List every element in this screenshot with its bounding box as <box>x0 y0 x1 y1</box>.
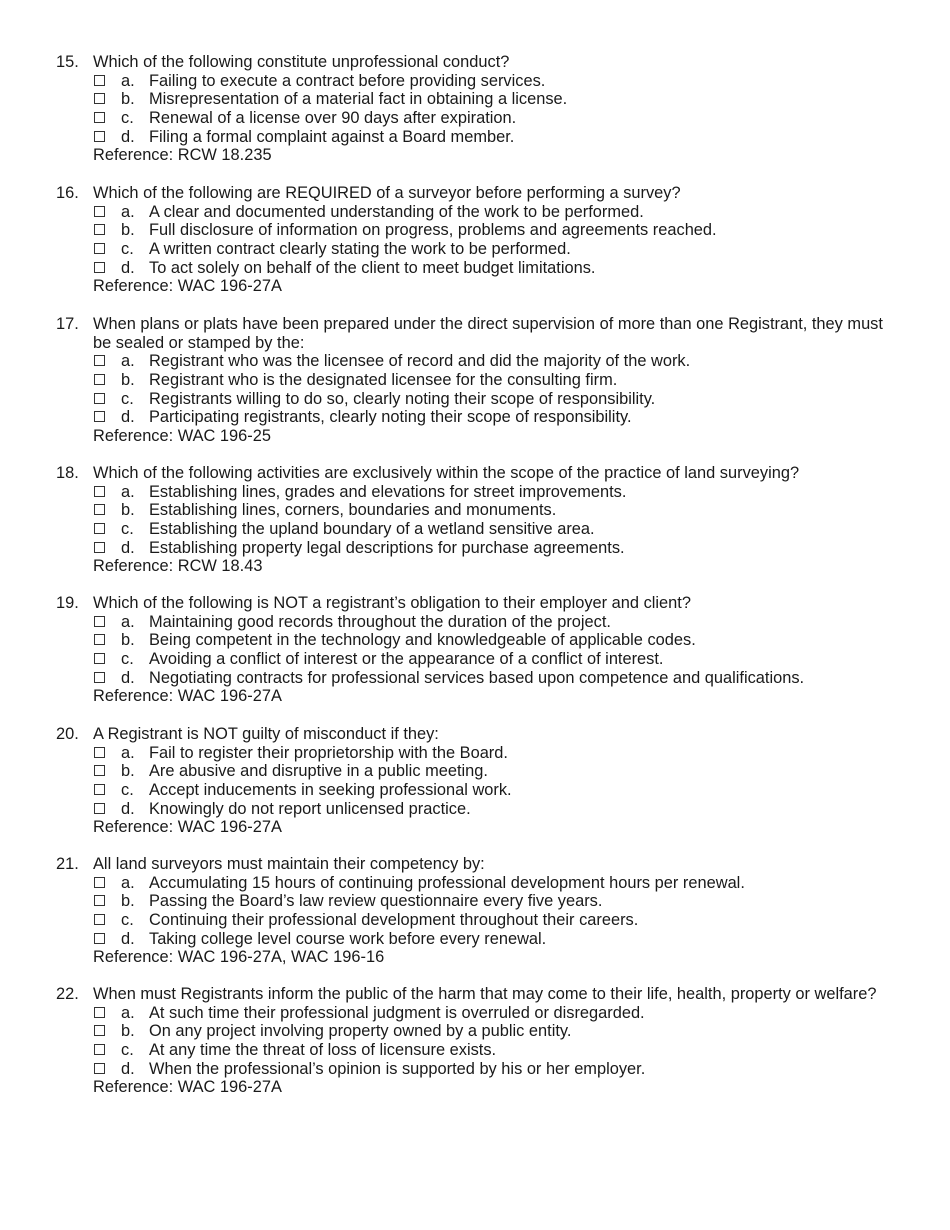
choice-b <box>0 1022 950 1041</box>
reference <box>0 557 950 576</box>
choice-text: Participating registrants, clearly noting their scope of responsibility. <box>149 408 632 427</box>
question-number: 18. <box>56 464 79 482</box>
checkbox[interactable] <box>94 803 105 814</box>
question-text: When must Registrants inform the public of the harm that may come to their life, health, property or welfare? <box>93 985 877 1003</box>
choice-text: Misrepresentation of a material fact in obtaining a license. <box>149 90 568 109</box>
question-number: 20. <box>56 725 79 743</box>
checkbox[interactable] <box>94 93 105 104</box>
choice-text: Registrant who was the licensee of record and did the majority of the work. <box>149 352 691 371</box>
checkbox[interactable] <box>94 672 105 683</box>
checkbox[interactable] <box>94 131 105 142</box>
choice-text: To act solely on behalf of the client to meet budget limitations. <box>149 258 596 277</box>
choice-a <box>0 203 950 222</box>
question-number: 17. <box>56 315 79 333</box>
choice-text: Maintaining good records throughout the duration of the project. <box>149 612 611 631</box>
checkbox[interactable] <box>94 877 105 888</box>
choice-a <box>0 613 950 632</box>
question-text: Which of the following is NOT a registrant’s obligation to their employer and client? <box>93 594 691 612</box>
choice-letter: a. <box>121 612 135 631</box>
checkbox[interactable] <box>94 112 105 123</box>
choice-text: Negotiating contracts for professional services based upon competence and qualifications. <box>149 668 805 687</box>
choice-a <box>0 874 950 893</box>
question-22 <box>0 985 950 1097</box>
question-number: 19. <box>56 594 79 612</box>
checkbox[interactable] <box>94 262 105 273</box>
choice-d <box>0 669 950 688</box>
checkbox[interactable] <box>94 1044 105 1055</box>
choice-c <box>0 650 950 669</box>
choice-letter: a. <box>121 1003 135 1022</box>
reference <box>0 948 950 967</box>
choice-text: Renewal of a license over 90 days after expiration. <box>149 109 517 128</box>
choice-text: At such time their professional judgment is overruled or disregarded. <box>149 1003 645 1022</box>
choice-letter: c. <box>121 911 134 930</box>
checkbox[interactable] <box>94 411 105 422</box>
choice-letter: d. <box>121 408 135 427</box>
choice-letter: a. <box>121 202 135 221</box>
question-text: A Registrant is NOT guilty of misconduct if they: <box>93 725 439 743</box>
choice-a <box>0 1004 950 1023</box>
choice-text: Registrant who is the designated licensee for the consulting firm. <box>149 371 618 390</box>
choice-letter: b. <box>121 1022 135 1041</box>
choice-text: On any project involving property owned by a public entity. <box>149 1022 572 1041</box>
choice-text: Registrants willing to do so, clearly noting their scope of responsibility. <box>149 389 656 408</box>
choice-letter: c. <box>121 650 134 669</box>
choice-text: Full disclosure of information on progress, problems and agreements reached. <box>149 221 717 240</box>
reference-text: Reference: WAC 196-27A <box>93 1078 282 1097</box>
reference <box>0 1078 950 1097</box>
checkbox[interactable] <box>94 616 105 627</box>
choice-a <box>0 352 950 371</box>
question-17 <box>0 315 950 446</box>
checkbox[interactable] <box>94 653 105 664</box>
choice-letter: d. <box>121 929 135 948</box>
question-text: When plans or plats have been prepared under the direct supervision of more than one Registrant, they must be sealed or stamped by the: <box>93 315 883 352</box>
choice-a <box>0 72 950 91</box>
checkbox[interactable] <box>94 1025 105 1036</box>
choice-c <box>0 781 950 800</box>
question-text: Which of the following constitute unprofessional conduct? <box>93 53 510 71</box>
choice-text: Accept inducements in seeking professional work. <box>149 781 512 800</box>
choice-c <box>0 109 950 128</box>
question-text: Which of the following are REQUIRED of a surveyor before performing a survey? <box>93 184 681 202</box>
choice-letter: a. <box>121 352 135 371</box>
choice-letter: d. <box>121 668 135 687</box>
question-21 <box>0 855 950 967</box>
choice-text: Establishing lines, grades and elevations for street improvements. <box>149 482 627 501</box>
choice-text: Avoiding a conflict of interest or the appearance of a conflict of interest. <box>149 650 664 669</box>
choice-text: Establishing the upland boundary of a wetland sensitive area. <box>149 520 595 539</box>
choice-text: Continuing their professional development throughout their careers. <box>149 911 639 930</box>
choice-text: Filing a formal complaint against a Board member. <box>149 127 515 146</box>
choice-letter: b. <box>121 762 135 781</box>
checkbox[interactable] <box>94 243 105 254</box>
choice-c <box>0 1041 950 1060</box>
choice-letter: c. <box>121 240 134 259</box>
choice-letter: b. <box>121 371 135 390</box>
checkbox[interactable] <box>94 1007 105 1018</box>
choice-letter: b. <box>121 631 135 650</box>
reference <box>0 277 950 296</box>
choice-c <box>0 240 950 259</box>
checkbox[interactable] <box>94 895 105 906</box>
reference-text: Reference: RCW 18.43 <box>93 557 263 576</box>
choice-letter: a. <box>121 71 135 90</box>
question-number: 15. <box>56 53 79 71</box>
question-18 <box>0 464 950 576</box>
choice-text: Fail to register their proprietorship with the Board. <box>149 743 508 762</box>
reference-text: Reference: RCW 18.235 <box>93 146 272 165</box>
choice-b <box>0 631 950 650</box>
reference <box>0 687 950 706</box>
choice-a <box>0 744 950 763</box>
choice-a <box>0 483 950 502</box>
question-20 <box>0 725 950 837</box>
choice-text: Being competent in the technology and knowledgeable of applicable codes. <box>149 631 696 650</box>
checkbox[interactable] <box>94 914 105 925</box>
reference <box>0 427 950 446</box>
checkbox[interactable] <box>94 1063 105 1074</box>
choice-text: Accumulating 15 hours of continuing professional development hours per renewal. <box>149 873 745 892</box>
choice-c <box>0 390 950 409</box>
checkbox[interactable] <box>94 634 105 645</box>
choice-letter: c. <box>121 1041 134 1060</box>
question-15 <box>0 53 950 165</box>
checkbox[interactable] <box>94 504 105 515</box>
checkbox[interactable] <box>94 765 105 776</box>
checkbox[interactable] <box>94 393 105 404</box>
choice-letter: c. <box>121 109 134 128</box>
reference-text: Reference: WAC 196-27A, WAC 196-16 <box>93 948 385 967</box>
choice-b <box>0 90 950 109</box>
choice-b <box>0 892 950 911</box>
choice-letter: d. <box>121 538 135 557</box>
choice-letter: b. <box>121 221 135 240</box>
reference <box>0 146 950 165</box>
choice-letter: d. <box>121 258 135 277</box>
checkbox[interactable] <box>94 224 105 235</box>
checkbox[interactable] <box>94 784 105 795</box>
choice-letter: d. <box>121 799 135 818</box>
choice-letter: c. <box>121 520 134 539</box>
choice-b <box>0 501 950 520</box>
choice-letter: a. <box>121 873 135 892</box>
choice-b <box>0 371 950 390</box>
choice-c <box>0 911 950 930</box>
reference-text: Reference: WAC 196-25 <box>93 427 271 446</box>
choice-letter: b. <box>121 501 135 520</box>
choice-letter: d. <box>121 127 135 146</box>
checkbox[interactable] <box>94 523 105 534</box>
choice-d <box>0 259 950 278</box>
choice-text: Passing the Board’s law review questionnaire every five years. <box>149 892 603 911</box>
question-number: 22. <box>56 985 79 1003</box>
checkbox[interactable] <box>94 355 105 366</box>
reference <box>0 818 950 837</box>
question-number: 16. <box>56 184 79 202</box>
checkbox[interactable] <box>94 75 105 86</box>
choice-letter: c. <box>121 781 134 800</box>
choice-text: Establishing property legal descriptions for purchase agreements. <box>149 538 625 557</box>
choice-d <box>0 128 950 147</box>
choice-letter: a. <box>121 482 135 501</box>
question-19 <box>0 594 950 706</box>
checkbox[interactable] <box>94 542 105 553</box>
checkbox[interactable] <box>94 374 105 385</box>
checkbox[interactable] <box>94 933 105 944</box>
choice-text: Establishing lines, corners, boundaries and monuments. <box>149 501 557 520</box>
choice-letter: b. <box>121 90 135 109</box>
choice-text: Are abusive and disruptive in a public meeting. <box>149 762 488 781</box>
choice-c <box>0 520 950 539</box>
choice-letter: c. <box>121 389 134 408</box>
choice-b <box>0 221 950 240</box>
choice-text: Knowingly do not report unlicensed practice. <box>149 799 471 818</box>
choice-d <box>0 800 950 819</box>
checkbox[interactable] <box>94 486 105 497</box>
question-text: Which of the following activities are exclusively within the scope of the practice of land surveying? <box>93 464 800 482</box>
question-text: All land surveyors must maintain their competency by: <box>93 855 485 873</box>
question-16 <box>0 184 950 296</box>
checkbox[interactable] <box>94 206 105 217</box>
choice-d <box>0 930 950 949</box>
choice-text: Failing to execute a contract before providing services. <box>149 71 546 90</box>
choice-text: A written contract clearly stating the work to be performed. <box>149 240 571 259</box>
choice-text: Taking college level course work before every renewal. <box>149 929 547 948</box>
choice-d <box>0 408 950 427</box>
choice-b <box>0 762 950 781</box>
choice-text: When the professional’s opinion is supported by his or her employer. <box>149 1059 646 1078</box>
choice-text: A clear and documented understanding of the work to be performed. <box>149 202 644 221</box>
choice-text: At any time the threat of loss of licensure exists. <box>149 1041 497 1060</box>
choice-letter: d. <box>121 1059 135 1078</box>
choice-letter: a. <box>121 743 135 762</box>
question-number: 21. <box>56 855 79 873</box>
choice-letter: b. <box>121 892 135 911</box>
reference-text: Reference: WAC 196-27A <box>93 277 282 296</box>
reference-text: Reference: WAC 196-27A <box>93 818 282 837</box>
choice-d <box>0 1060 950 1079</box>
reference-text: Reference: WAC 196-27A <box>93 687 282 706</box>
choice-d <box>0 539 950 558</box>
checkbox[interactable] <box>94 747 105 758</box>
